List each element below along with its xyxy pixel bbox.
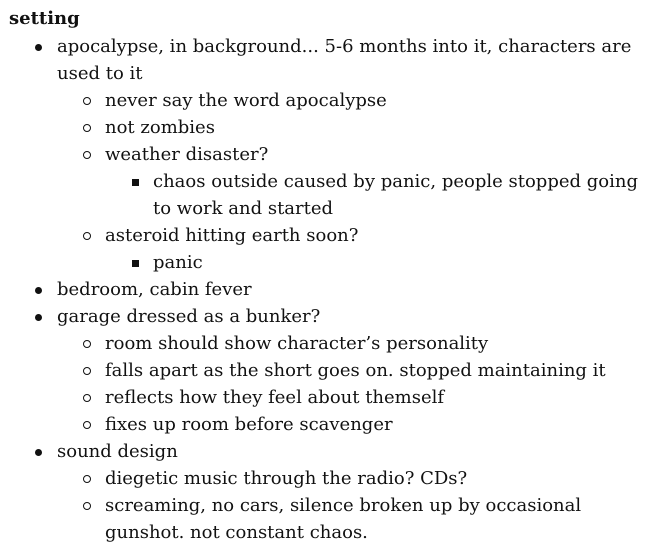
square-bullet-icon (129, 168, 141, 186)
sub-list-item-text: fixes up room before scavenger (105, 414, 393, 435)
sub-sub-list-item-text: panic (153, 252, 203, 273)
list-item-text: bedroom, cabin fever (57, 279, 252, 300)
circle-bullet-icon (81, 465, 93, 483)
sub-list-item-text: room should show character’s personality (105, 333, 489, 354)
circle-bullet-icon (81, 492, 93, 510)
square-bullet-icon (129, 249, 141, 267)
disc-bullet-icon (32, 303, 44, 321)
sub-sub-list-item-text-continued: to work and started (153, 198, 334, 219)
section-heading: setting (9, 8, 80, 29)
circle-bullet-icon (81, 357, 93, 375)
circle-bullet-icon (81, 384, 93, 402)
sub-list-item-text: diegetic music through the radio? CDs? (105, 468, 468, 489)
sub-list-item-text: falls apart as the short goes on. stopped maintaining it (105, 360, 606, 381)
sub-list-item-text: reflects how they feel about themself (105, 387, 445, 408)
circle-bullet-icon (81, 87, 93, 105)
sub-list-item-text: never say the word apocalypse (105, 90, 387, 111)
list-item-text: sound design (57, 441, 178, 462)
sub-list-item-text-continued: gunshot. not constant chaos. (105, 522, 368, 543)
disc-bullet-icon (32, 276, 44, 294)
circle-bullet-icon (81, 114, 93, 132)
disc-bullet-icon (32, 33, 44, 51)
circle-bullet-icon (81, 330, 93, 348)
sub-list-item-text: weather disaster? (105, 144, 269, 165)
list-item-text: apocalypse, in background... 5-6 months into it, characters are (57, 36, 632, 57)
sub-sub-list-item-text: chaos outside caused by panic, people stopped going (153, 171, 638, 192)
sub-list-item-text: not zombies (105, 117, 215, 138)
sub-list-item-text: asteroid hitting earth soon? (105, 225, 359, 246)
disc-bullet-icon (32, 438, 44, 456)
circle-bullet-icon (81, 141, 93, 159)
circle-bullet-icon (81, 411, 93, 429)
sub-list-item-text: screaming, no cars, silence broken up by occasional (105, 495, 582, 516)
list-item-text: garage dressed as a bunker? (57, 306, 321, 327)
circle-bullet-icon (81, 222, 93, 240)
list-item-text-continued: used to it (57, 63, 143, 84)
